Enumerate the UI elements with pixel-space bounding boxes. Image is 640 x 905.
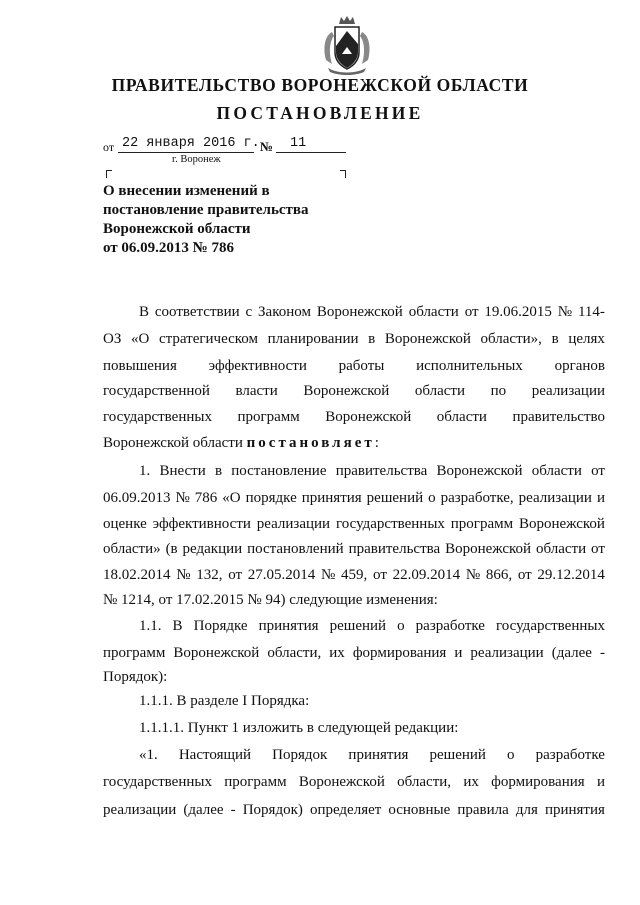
word: оценке	[103, 516, 147, 532]
word: реализации	[256, 516, 331, 532]
subject-line: от 06.09.2013 № 786	[103, 240, 234, 256]
body-line	[103, 565, 605, 585]
word: реализации	[470, 645, 544, 661]
word: «О	[222, 490, 241, 506]
body-line-text	[103, 643, 605, 663]
word: (в	[165, 541, 178, 557]
body-line-text	[139, 616, 605, 636]
word: программ	[224, 774, 287, 790]
word: государственной	[103, 383, 210, 399]
word: от	[373, 567, 387, 583]
body-line	[103, 772, 605, 792]
body-line	[139, 691, 605, 711]
word: принятия	[544, 802, 605, 818]
word: Воронежской	[173, 645, 260, 661]
body-line	[103, 329, 605, 349]
word: В	[139, 304, 150, 320]
word: государственных	[103, 774, 212, 790]
word: программ	[450, 516, 514, 532]
city-label: г. Воронеж	[172, 154, 221, 165]
word: Настоящий	[178, 747, 252, 763]
word: о	[428, 490, 436, 506]
word: 459,	[341, 567, 368, 583]
body-line-text	[103, 800, 605, 820]
subject-line: О внесении изменений в	[103, 183, 270, 199]
word: принятия	[348, 747, 409, 763]
body-line-text: Порядок):	[103, 669, 168, 685]
word: 18.02.2014	[103, 567, 171, 583]
word: от	[464, 304, 479, 320]
body-line-text	[103, 407, 605, 427]
word: (далее	[183, 802, 224, 818]
word: стратегическом	[158, 331, 259, 347]
word: разработке,	[440, 490, 514, 506]
body-line	[103, 356, 605, 376]
word: области»	[103, 541, 161, 557]
word: разработке	[415, 618, 485, 634]
word: -	[230, 802, 236, 818]
word: Воронежской	[316, 304, 403, 320]
body-line-text	[103, 488, 605, 508]
word: -	[599, 645, 605, 661]
word: от	[228, 567, 243, 583]
word: исполнительных	[416, 358, 523, 374]
word: правительства	[335, 463, 428, 479]
word: №	[175, 490, 190, 506]
body-line-text	[103, 565, 605, 585]
word: 19.06.2015	[484, 304, 552, 320]
subject-line: постановление правительства	[103, 202, 309, 218]
number-label: №	[260, 139, 274, 154]
word: №	[176, 567, 191, 583]
body-line	[103, 539, 605, 559]
body-line-text: Воронежской области	[103, 435, 243, 451]
word: по	[490, 383, 507, 399]
word: ОЗ	[103, 331, 122, 347]
word: эффективности	[152, 516, 251, 532]
document-type: ПОСТАНОВЛЕНИЕ	[216, 103, 424, 123]
word: реализации	[531, 383, 605, 399]
word: Порядок)	[242, 802, 303, 818]
word: о	[507, 747, 515, 763]
body-line	[103, 488, 605, 508]
word: реализации	[518, 490, 592, 506]
word: правительство	[512, 409, 605, 425]
word: определяет	[309, 802, 382, 818]
word: 1.1.	[139, 618, 162, 634]
word: Воронежской	[445, 541, 532, 557]
decree-word: постановляет	[246, 435, 375, 451]
word: решений	[366, 490, 424, 506]
word: постановление	[231, 463, 327, 479]
word: 132,	[196, 567, 223, 583]
body-line-text: 1.1.1.1. Пункт 1 изложить в следующей редакции:	[139, 720, 459, 736]
word: с	[245, 304, 253, 320]
word: решений	[329, 618, 387, 634]
word: программ	[103, 645, 166, 661]
decree-colon: :	[374, 435, 379, 451]
word: формирования	[491, 774, 585, 790]
word: их	[463, 774, 479, 790]
body-line-text	[139, 302, 605, 322]
word: соответствии	[154, 304, 240, 320]
subject-line: Воронежской области	[103, 221, 251, 237]
body-line	[103, 514, 605, 534]
word: постановлений	[247, 541, 344, 557]
word: государственных	[335, 516, 445, 532]
word: области	[408, 304, 459, 320]
word: 786	[194, 490, 218, 506]
word: области	[436, 409, 487, 425]
word: в	[551, 331, 559, 347]
authority-title: ПРАВИТЕЛЬСТВО ВОРОНЕЖСКОЙ ОБЛАСТИ	[111, 75, 529, 95]
body-line	[139, 745, 605, 765]
word: 1.	[139, 463, 151, 479]
word: области	[414, 383, 466, 399]
word: редакции	[182, 541, 243, 557]
word: области,	[397, 774, 452, 790]
body-line	[139, 718, 605, 738]
document-number: 11	[290, 136, 307, 151]
word: Воронежской	[325, 409, 412, 425]
body-line	[103, 407, 605, 427]
word: и	[454, 645, 463, 661]
word: органов	[554, 358, 605, 374]
word: государственных	[103, 409, 212, 425]
word: разработке	[535, 747, 605, 763]
word: области	[531, 463, 582, 479]
word: государственных	[496, 618, 605, 634]
body-line	[103, 433, 605, 453]
word: порядке	[245, 490, 297, 506]
body-line-text	[139, 745, 605, 765]
word: от	[591, 463, 605, 479]
word: правительства	[348, 541, 441, 557]
word: от	[517, 567, 532, 583]
body-line	[139, 461, 605, 481]
body-line-text: 1.1.1. В разделе I Порядка:	[139, 693, 310, 709]
word: «О	[131, 331, 150, 347]
word: области	[535, 541, 587, 557]
word: и	[596, 774, 605, 790]
body-line-text	[103, 772, 605, 792]
word: Воронежской	[384, 331, 471, 347]
body-line-text	[103, 356, 605, 376]
word: 06.09.2013	[103, 490, 171, 506]
body-line	[103, 800, 605, 820]
word: «1.	[139, 747, 158, 763]
word: (далее	[551, 645, 592, 661]
body-line-text	[139, 461, 605, 481]
word: принятия	[301, 490, 362, 506]
word: области,	[267, 645, 322, 661]
word: в	[368, 331, 376, 347]
word: от	[591, 541, 605, 557]
word: власти	[235, 383, 278, 399]
date-from-label: от	[103, 140, 115, 154]
word: принятия	[258, 618, 319, 634]
decree-body	[103, 0, 605, 905]
body-line-text: № 1214, от 17.02.2015 № 94) следующие изменения:	[103, 592, 438, 608]
word: о	[397, 618, 405, 634]
word: 29.12.2014	[537, 567, 605, 583]
body-line-text	[103, 381, 605, 401]
word: 114-	[577, 304, 605, 320]
body-line	[103, 590, 605, 610]
word: №	[465, 567, 481, 583]
body-line	[139, 302, 605, 322]
body-line-text	[103, 514, 605, 534]
word: решений	[429, 747, 486, 763]
word: Порядке	[193, 618, 248, 634]
body-line	[103, 667, 605, 687]
document-date: 22 января 2016 г.	[122, 136, 260, 151]
word: Внести	[159, 463, 206, 479]
word: эффективности	[208, 358, 307, 374]
word: Воронежской	[298, 774, 385, 790]
word: области»,	[480, 331, 542, 347]
word: Воронежской	[518, 516, 605, 532]
word: 866,	[485, 567, 513, 583]
word: их	[329, 645, 345, 661]
word: основные	[388, 802, 451, 818]
word: планировании	[267, 331, 359, 347]
word: повышения	[103, 358, 177, 374]
word: 27.05.2014	[247, 567, 316, 583]
word: Воронежской	[303, 383, 390, 399]
body-line-text	[103, 329, 605, 349]
word: в	[214, 463, 223, 479]
body-line	[103, 643, 605, 663]
body-line-text	[103, 539, 605, 559]
word: для	[515, 802, 538, 818]
word: реализации	[103, 802, 177, 818]
word: и	[596, 490, 605, 506]
word: Порядок	[272, 747, 328, 763]
word: №	[557, 304, 573, 320]
body-line	[139, 616, 605, 636]
word: №	[321, 567, 336, 583]
word: программ	[237, 409, 300, 425]
word: формирования	[352, 645, 447, 661]
word: 22.09.2014	[392, 567, 461, 583]
word: целях	[568, 331, 605, 347]
word: работы	[338, 358, 385, 374]
word: правила	[457, 802, 509, 818]
word: Законом	[258, 304, 311, 320]
word: Воронежской	[436, 463, 523, 479]
body-line	[103, 381, 605, 401]
word: В	[172, 618, 183, 634]
